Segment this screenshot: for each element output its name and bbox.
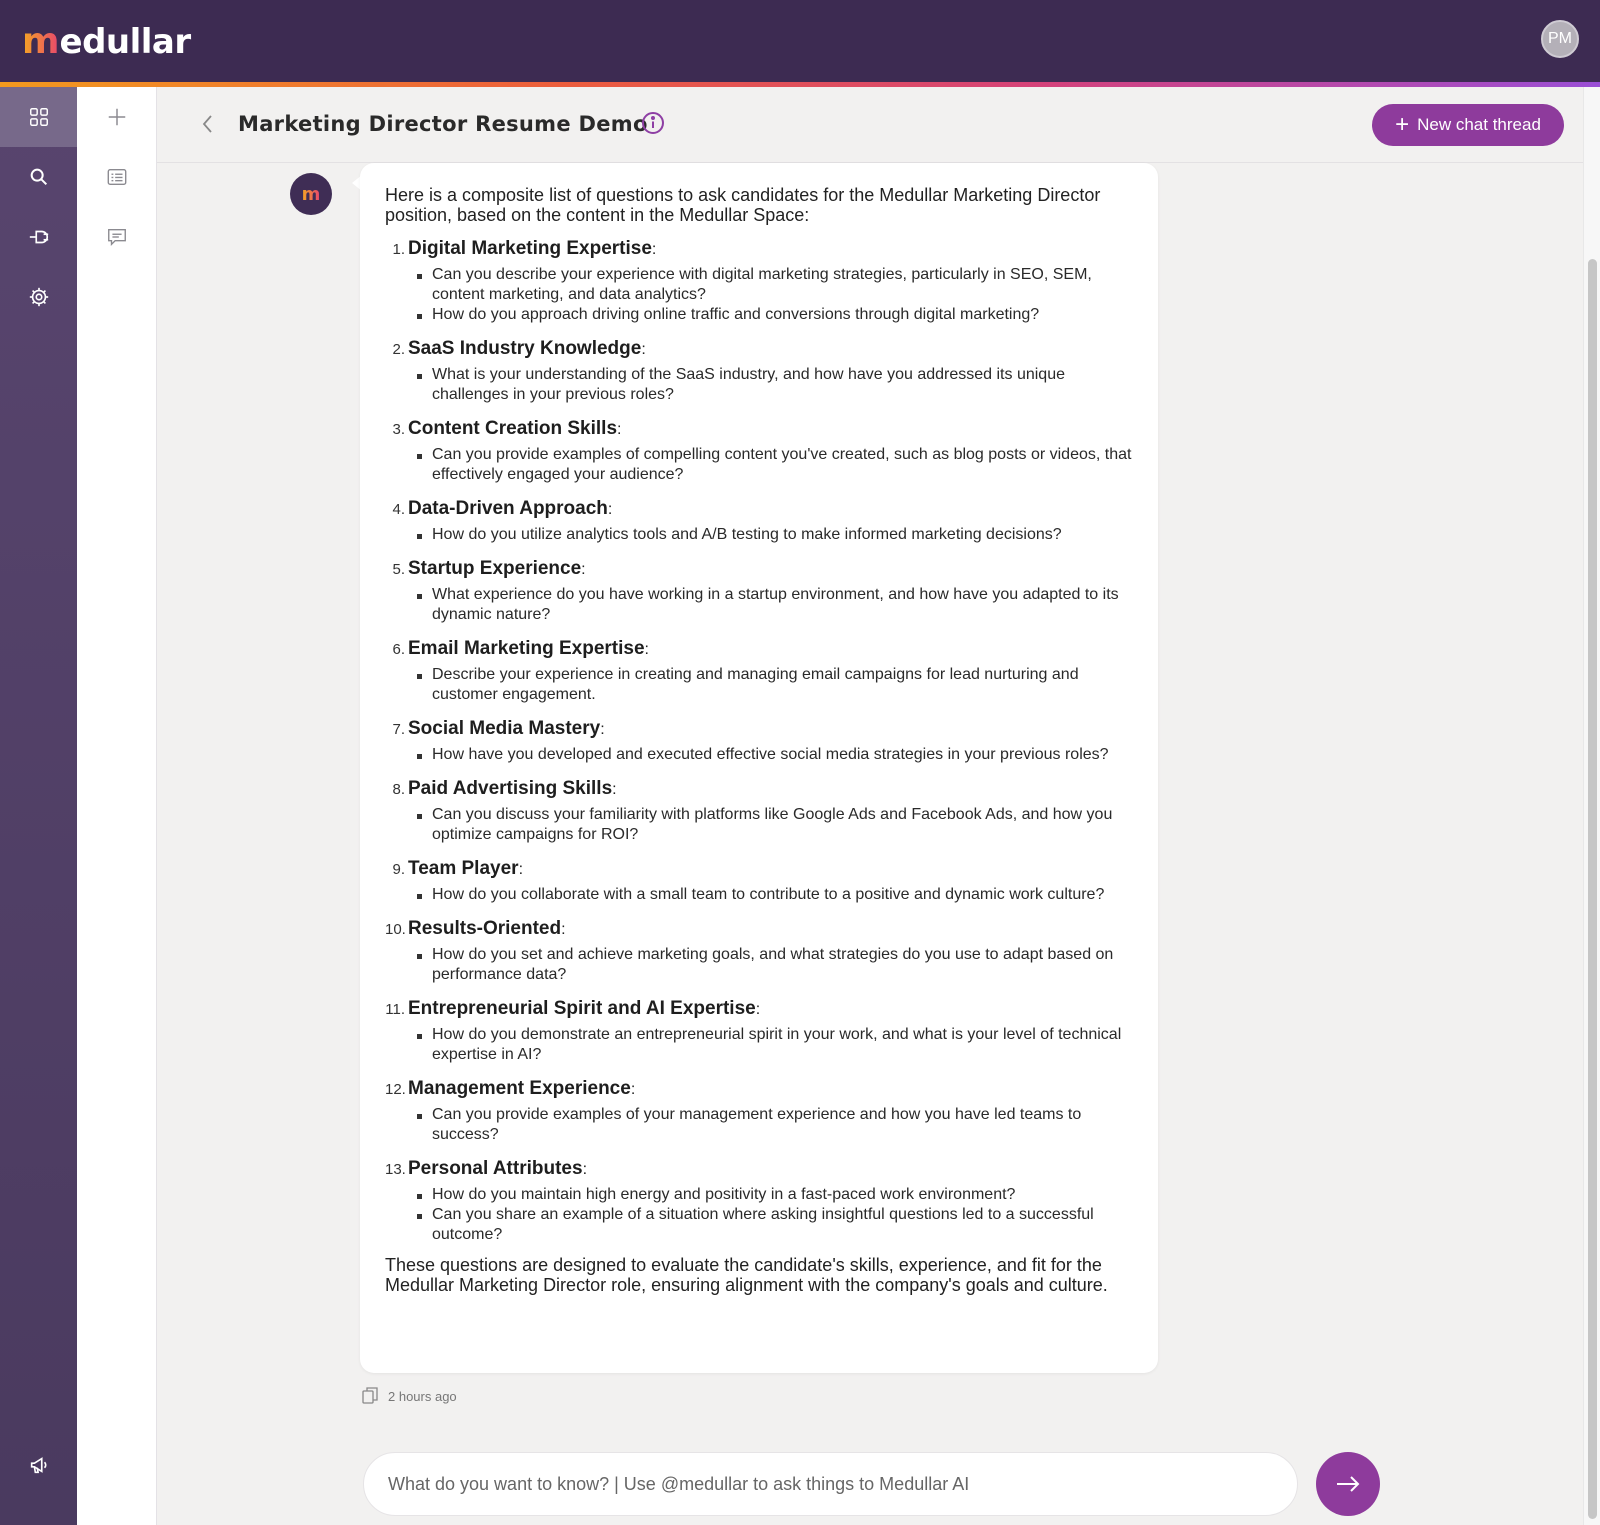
question-bullets bbox=[408, 745, 1135, 765]
question-bullet: How do you utilize analytics tools and A/B testing to make informed marketing decisions? bbox=[408, 525, 1135, 545]
chevron-left-icon[interactable] bbox=[197, 111, 217, 137]
question-bullet: Can you provide examples of compelling content you've created, such as blog posts or videos, that effectively engaged your audience? bbox=[408, 445, 1135, 485]
user-avatar[interactable]: PM bbox=[1541, 20, 1579, 58]
copy-icon[interactable] bbox=[360, 1385, 380, 1408]
arrow-right-icon bbox=[1332, 1468, 1364, 1500]
megaphone-icon[interactable] bbox=[0, 1435, 77, 1495]
question-section: 7. Social Media Mastery: How have you developed and executed effective social media strategies in your previous roles? bbox=[385, 715, 1135, 765]
logo-text: edullar bbox=[59, 22, 191, 62]
section-title: Content Creation Skills bbox=[408, 418, 618, 439]
message-intro: Here is a composite list of questions to ask candidates for the Medullar Marketing Director position, based on the content in the Medullar Space: bbox=[385, 185, 1101, 225]
question-section: 4. Data-Driven Approach: How do you utilize analytics tools and A/B testing to make informed marketing decisions? bbox=[385, 495, 1135, 545]
question-section: 1. Digital Marketing Expertise: Can you describe your experience with digital marketing strategies, particularly in SEO, SEM, content marketing, and data analytics? How do you approach driving online traffic and conversions through digital marketing? bbox=[385, 235, 1135, 325]
question-bullet: Can you share an example of a situation where asking insightful questions led to a successful outcome? bbox=[408, 1205, 1135, 1245]
question-bullets bbox=[408, 1105, 1135, 1145]
page-title: Marketing Director Resume Demo bbox=[238, 112, 648, 136]
send-button[interactable] bbox=[1316, 1452, 1380, 1516]
question-bullet: What experience do you have working in a startup environment, and how have you adapted to its dynamic nature? bbox=[408, 585, 1135, 625]
scrollbar[interactable] bbox=[1583, 87, 1600, 1525]
section-title: Paid Advertising Skills bbox=[408, 778, 613, 799]
chat-icon[interactable] bbox=[77, 207, 157, 267]
section-number: 11. bbox=[385, 1001, 405, 1018]
section-number: 3. bbox=[392, 421, 405, 438]
message-outro: These questions are designed to evaluate the candidate's skills, experience, and fit for the Medullar Marketing Director role, ensuring alignment with the company's goals and culture. bbox=[385, 1255, 1108, 1295]
logo-mark: m bbox=[301, 183, 321, 205]
chat-header bbox=[157, 87, 1583, 163]
question-bullet: How do you maintain high energy and positivity in a fast-paced work environment? bbox=[408, 1185, 1135, 1205]
section-title: Entrepreneurial Spirit and AI Expertise bbox=[408, 998, 756, 1019]
question-bullet: How do you approach driving online traffic and conversions through digital marketing? bbox=[408, 305, 1135, 325]
new-chat-thread-button[interactable] bbox=[1372, 104, 1564, 146]
question-bullets bbox=[408, 1025, 1135, 1065]
info-icon[interactable] bbox=[641, 111, 665, 135]
question-bullet: Can you describe your experience with digital marketing strategies, particularly in SEO, SEM, content marketing, and data analytics? bbox=[408, 265, 1135, 305]
grid-icon[interactable] bbox=[0, 87, 77, 147]
gear-icon[interactable] bbox=[0, 267, 77, 327]
question-bullet: How do you set and achieve marketing goals, and what strategies do you use to adapt based on performance data? bbox=[408, 945, 1135, 985]
section-number: 8. bbox=[392, 781, 405, 798]
question-bullets bbox=[408, 445, 1135, 485]
plus-icon: + bbox=[1395, 111, 1410, 138]
section-title: Management Experience bbox=[408, 1078, 631, 1099]
question-section: 5. Startup Experience: What experience do you have working in a startup environment, and how have you adapted to its dynamic nature? bbox=[385, 555, 1135, 625]
message-meta bbox=[360, 1385, 457, 1408]
question-section: 9. Team Player: How do you collaborate with a small team to contribute to a positive and dynamic work culture? bbox=[385, 855, 1135, 905]
section-title: Results-Oriented bbox=[408, 918, 562, 939]
top-bar bbox=[0, 0, 1600, 82]
section-title: SaaS Industry Knowledge bbox=[408, 338, 642, 359]
message-content bbox=[385, 185, 1135, 1295]
medullar-logo[interactable] bbox=[22, 18, 191, 62]
question-bullets bbox=[408, 885, 1135, 905]
section-number: 6. bbox=[392, 641, 405, 658]
message-timestamp: 2 hours ago bbox=[388, 1389, 457, 1404]
question-bullet: How do you collaborate with a small team to contribute to a positive and dynamic work culture? bbox=[408, 885, 1135, 905]
question-section: 3. Content Creation Skills: Can you provide examples of compelling content you've created, such as blog posts or videos, that effectively engaged your audience? bbox=[385, 415, 1135, 485]
question-bullets bbox=[408, 945, 1135, 985]
question-bullet: How have you developed and executed effective social media strategies in your previous roles? bbox=[408, 745, 1135, 765]
question-section: 6. Email Marketing Expertise: Describe your experience in creating and managing email campaigns for lead nurturing and customer engagement. bbox=[385, 635, 1135, 705]
section-number: 1. bbox=[392, 241, 405, 258]
question-section: 10. Results-Oriented: How do you set and achieve marketing goals, and what strategies do you use to adapt based on performance data? bbox=[385, 915, 1135, 985]
question-bullets bbox=[408, 265, 1135, 325]
section-number: 10. bbox=[385, 921, 406, 938]
search-icon[interactable] bbox=[0, 147, 77, 207]
section-number: 5. bbox=[392, 561, 405, 578]
chat-input[interactable] bbox=[388, 1453, 1268, 1515]
section-title: Data-Driven Approach bbox=[408, 498, 608, 519]
section-title: Startup Experience bbox=[408, 558, 582, 579]
question-bullets bbox=[408, 585, 1135, 625]
medullar-bot-avatar bbox=[290, 173, 332, 215]
section-number: 7. bbox=[392, 721, 405, 738]
secondary-sidebar bbox=[77, 87, 157, 1525]
question-bullet: Describe your experience in creating and managing email campaigns for lead nurturing and customer engagement. bbox=[408, 665, 1135, 705]
question-list bbox=[385, 235, 1135, 1245]
question-bullets bbox=[408, 665, 1135, 705]
question-bullet: Can you provide examples of your management experience and how you have led teams to success? bbox=[408, 1105, 1135, 1145]
question-bullets bbox=[408, 805, 1135, 845]
question-bullet: Can you discuss your familiarity with platforms like Google Ads and Facebook Ads, and how you optimize campaigns for ROI? bbox=[408, 805, 1135, 845]
section-title: Social Media Mastery bbox=[408, 718, 601, 739]
plus-icon[interactable] bbox=[77, 87, 157, 147]
new-chat-thread-label: New chat thread bbox=[1417, 115, 1541, 134]
scrollbar-thumb[interactable] bbox=[1588, 259, 1597, 1519]
section-number: 13. bbox=[385, 1161, 406, 1178]
section-title: Digital Marketing Expertise bbox=[408, 238, 652, 259]
question-section: 2. SaaS Industry Knowledge: What is your understanding of the SaaS industry, and how have you addressed its unique challenges in your previous roles? bbox=[385, 335, 1135, 405]
section-number: 12. bbox=[385, 1081, 406, 1098]
section-title: Personal Attributes bbox=[408, 1158, 583, 1179]
composer bbox=[363, 1452, 1298, 1516]
logo-mark: m bbox=[22, 21, 60, 62]
question-bullets bbox=[408, 365, 1135, 405]
list-icon[interactable] bbox=[77, 147, 157, 207]
question-section: 11. Entrepreneurial Spirit and AI Expertise: How do you demonstrate an entrepreneurial spirit in your work, and what is your level of technical expertise in AI? bbox=[385, 995, 1135, 1065]
question-bullet: How do you demonstrate an entrepreneurial spirit in your work, and what is your level of technical expertise in AI? bbox=[408, 1025, 1135, 1065]
question-bullet: What is your understanding of the SaaS industry, and how have you addressed its unique challenges in your previous roles? bbox=[408, 365, 1135, 405]
section-number: 2. bbox=[392, 341, 405, 358]
question-section: 12. Management Experience: Can you provide examples of your management experience and how you have led teams to success? bbox=[385, 1075, 1135, 1145]
section-title: Email Marketing Expertise bbox=[408, 638, 645, 659]
question-section: 8. Paid Advertising Skills: Can you discuss your familiarity with platforms like Google Ads and Facebook Ads, and how you optimize campaigns for ROI? bbox=[385, 775, 1135, 845]
section-title: Team Player bbox=[408, 858, 519, 879]
question-section: 13. Personal Attributes: How do you maintain high energy and positivity in a fast-paced work environment? Can you share an example of a situation where asking insightful questions led to a successful outcome? bbox=[385, 1155, 1135, 1245]
plug-icon[interactable] bbox=[0, 207, 77, 267]
section-number: 9. bbox=[392, 861, 405, 878]
question-bullets bbox=[408, 525, 1135, 545]
section-number: 4. bbox=[392, 501, 405, 518]
question-bullets bbox=[408, 1185, 1135, 1245]
primary-sidebar bbox=[0, 87, 77, 1525]
